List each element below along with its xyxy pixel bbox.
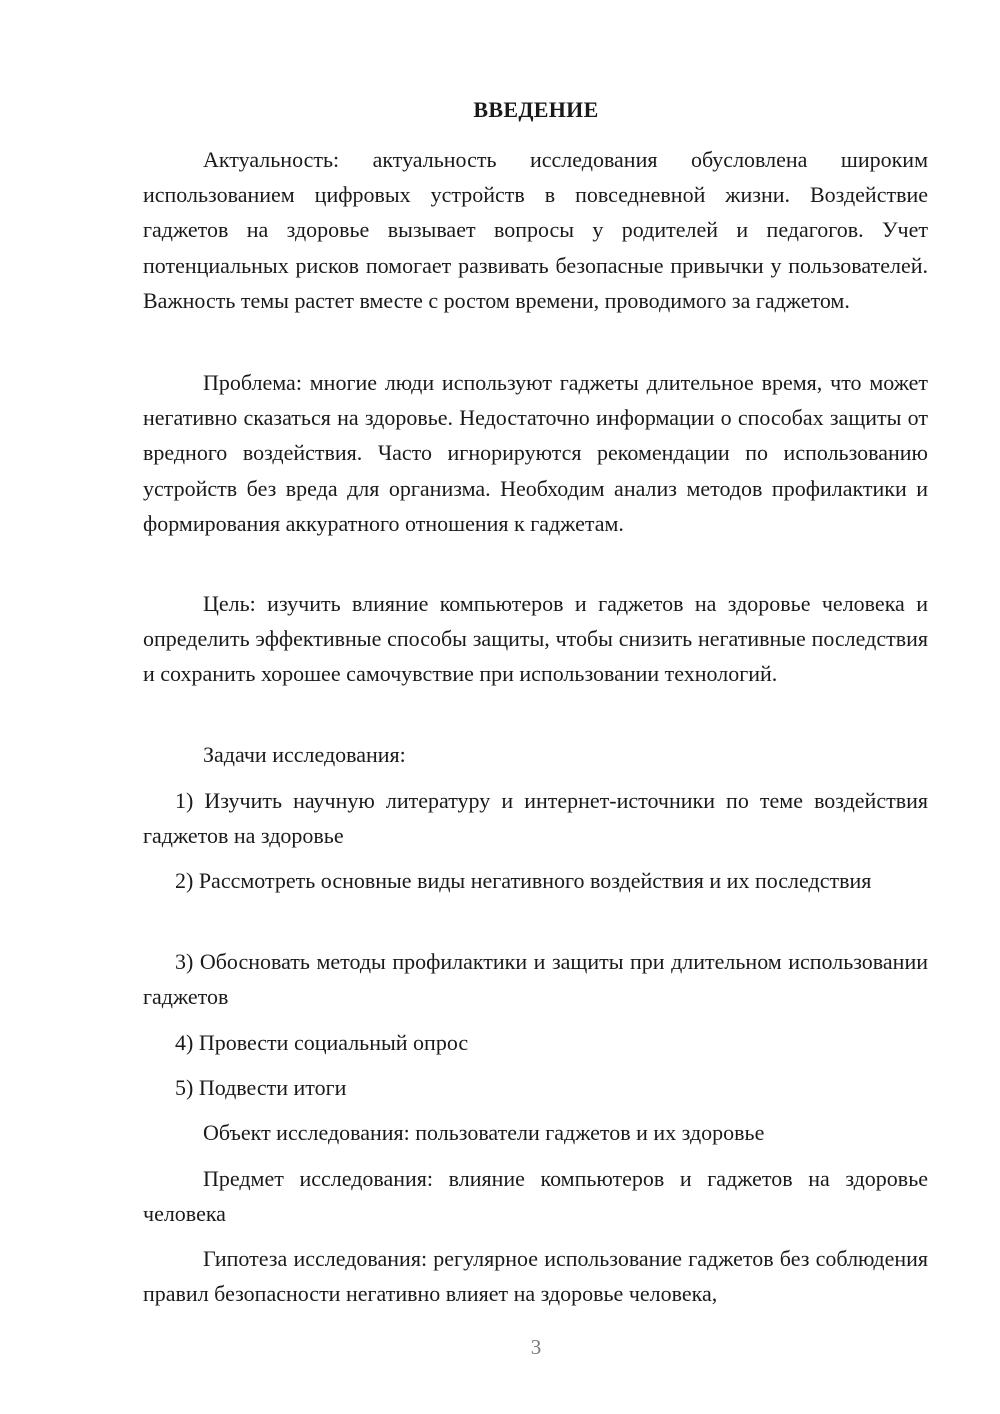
page-title: ВВЕДЕНИЕ bbox=[473, 97, 599, 122]
paragraph-subject: Предмет исследования: влияние компьютеров и гаджетов на здоровье человека bbox=[143, 1166, 928, 1227]
paragraph-hypothesis: Гипотеза исследования: регулярное использование гаджетов без соблюдения правил безопасности негативно влияет на здоровье человека, bbox=[143, 1246, 928, 1307]
task-item-4: 4) Провести социальный опрос bbox=[175, 1030, 469, 1055]
task-item-5: 5) Подвести итоги bbox=[175, 1075, 347, 1100]
task-item-1: 1) Изучить научную литературу и интернет-источники по теме воздействия гаджетов на здоровье bbox=[143, 788, 928, 849]
page-number: 3 bbox=[530, 1335, 542, 1359]
paragraph-object: Объект исследования: пользователи гаджетов и их здоровье bbox=[203, 1120, 765, 1145]
paragraph-goal: Цель: изучить влияние компьютеров и гаджетов на здоровье человека и определить эффективные способы защиты, чтобы снизить негативные последствия и сохранить хорошее самочувствие при использовании технологий. bbox=[143, 591, 928, 687]
tasks-heading: Задачи исследования: bbox=[203, 742, 406, 767]
task-item-2: 2) Рассмотреть основные виды негативного воздействия и их последствия bbox=[175, 868, 872, 893]
paragraph-relevance: Актуальность: актуальность исследования обусловлена широким использованием цифровых устройств в повседневной жизни. Воздействие гаджетов на здоровье вызывает вопросы у родителей и педагогов. Учет потенциальных рисков помогает развивать безопасные привычки у пользователей. Важность темы растет вместе с ростом времени, проводимого за гаджетом. bbox=[143, 147, 928, 313]
paragraph-problem: Проблема: многие люди используют гаджеты длительное время, что может негативно сказаться на здоровье. Недостаточно информации о способах защиты от вредного воздействия. Часто игнорируются рекомендации по использованию устройств без вреда для организма. Необходим анализ методов профилактики и формирования аккуратного отношения к гаджетам. bbox=[143, 370, 928, 536]
task-item-3: 3) Обосновать методы профилактики и защиты при длительном использовании гаджетов bbox=[143, 949, 928, 1010]
